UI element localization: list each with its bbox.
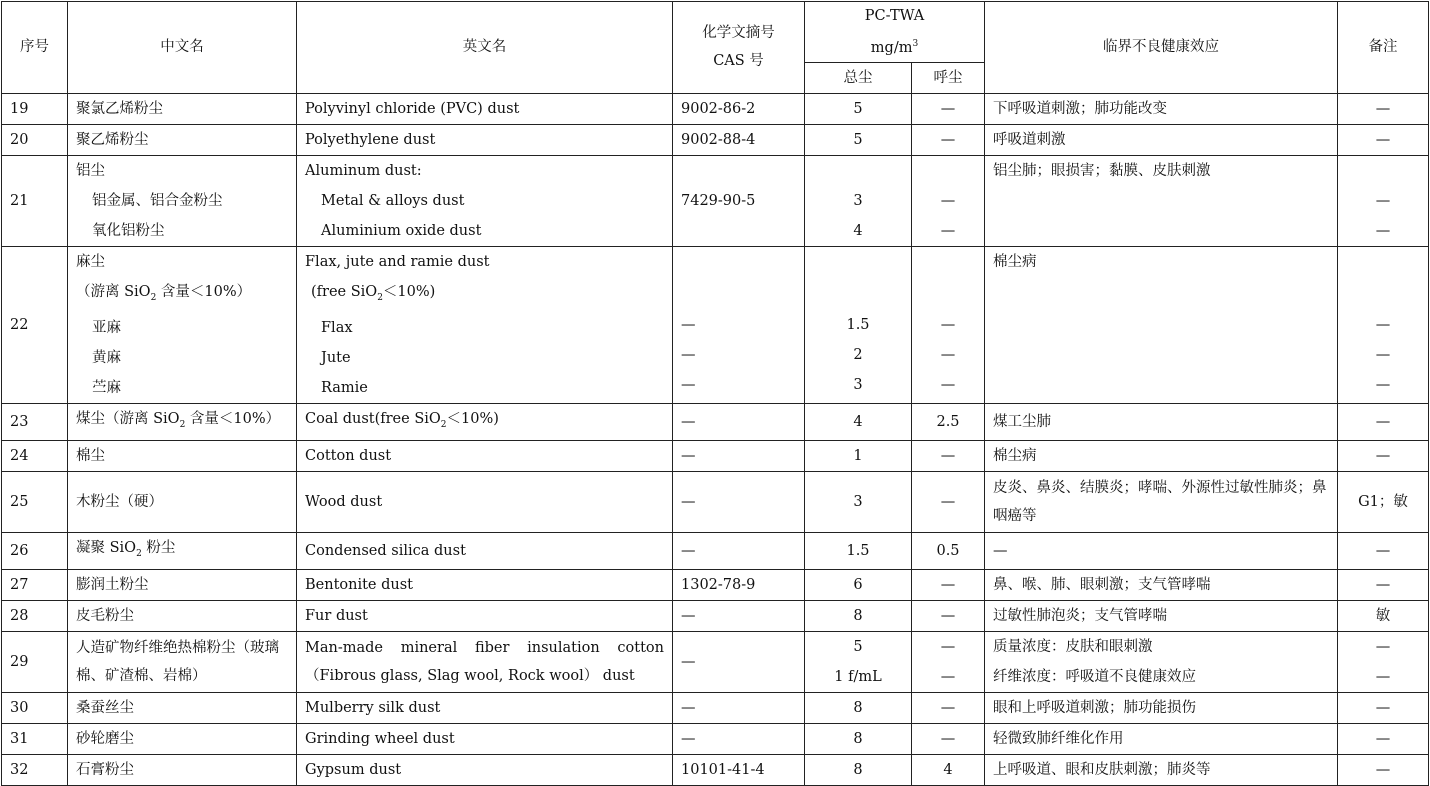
cell-cn-name: 聚乙烯粉尘 <box>68 124 297 155</box>
cell-en-name: Fur dust <box>297 600 673 631</box>
cell-note: — <box>1338 754 1429 785</box>
cell-note <box>1338 631 1429 692</box>
cell-no: 19 <box>2 93 68 124</box>
cell-resp: — <box>912 600 985 631</box>
table-row <box>2 692 1429 723</box>
cn-line: （游离 SiO$_2$ 含量＜10%） <box>76 283 252 303</box>
en-line: (free SiO$_2$＜10%) <box>311 283 436 303</box>
cell-effect: 呼吸道刺激 <box>985 124 1338 155</box>
cell-note: — <box>1338 692 1429 723</box>
cell-total: 1 <box>805 440 912 471</box>
value-line: — <box>940 376 956 393</box>
header-note: 备注 <box>1338 2 1429 94</box>
cell-total: 1.5 <box>805 532 912 569</box>
cell-resp: — <box>912 692 985 723</box>
value-line: 3 <box>853 192 863 209</box>
cell-cn-name: 木粉尘（硬） <box>68 471 297 532</box>
value-line: — <box>940 638 956 655</box>
cell-en-name: Cotton dust <box>297 440 673 471</box>
cell-en-name: Coal dust(free SiO$_2$＜10%) <box>297 403 673 440</box>
en-line: Flax, jute and ramie dust <box>305 253 490 270</box>
cell-no: 23 <box>2 403 68 440</box>
value-line: — <box>1375 316 1391 333</box>
header-cn-name: 中文名 <box>68 2 297 94</box>
value-line: 5 <box>853 638 863 655</box>
cell-resp: 2.5 <box>912 403 985 440</box>
cell-cas: — <box>673 440 805 471</box>
table-row <box>2 93 1429 124</box>
cell-en-name: Polyvinyl chloride (PVC) dust <box>297 93 673 124</box>
cell-resp <box>912 246 985 403</box>
cell-effect: 棉尘病 <box>985 246 1338 403</box>
table-row <box>2 246 1429 403</box>
table-row <box>2 124 1429 155</box>
header-cas <box>673 2 805 94</box>
cell-cas: 9002-88-4 <box>673 124 805 155</box>
value-line: — <box>1375 668 1391 685</box>
cell-cn-name: 砂轮磨尘 <box>68 723 297 754</box>
cell-cn-name: 桑蚕丝尘 <box>68 692 297 723</box>
value-line: — <box>1375 192 1391 209</box>
header-effect: 临界不良健康效应 <box>985 2 1338 94</box>
value-line: — <box>1375 222 1391 239</box>
cell-en-name <box>297 246 673 403</box>
cell-resp <box>912 631 985 692</box>
cell-cn-name: 凝聚 SiO$_2$ 粉尘 <box>68 532 297 569</box>
cell-total <box>805 246 912 403</box>
value-line: 4 <box>853 222 863 239</box>
header-pctwa-title: PC-TWA <box>864 8 925 24</box>
cell-resp: — <box>912 124 985 155</box>
cell-en-name: Grinding wheel dust <box>297 723 673 754</box>
cell-en-name: Gypsum dust <box>297 754 673 785</box>
value-line: — <box>1375 376 1391 393</box>
cell-resp: — <box>912 723 985 754</box>
header-cas-line1: 化学文摘号 <box>702 25 775 42</box>
cell-no: 24 <box>2 440 68 471</box>
effect-line: 质量浓度：皮肤和眼刺激 <box>993 638 1153 655</box>
cell-total: 8 <box>805 723 912 754</box>
cell-effect: 眼和上呼吸道刺激；肺功能损伤 <box>985 692 1338 723</box>
cell-resp: — <box>912 569 985 600</box>
cell-cas: — <box>673 631 805 692</box>
table-row <box>2 754 1429 785</box>
cell-total: 8 <box>805 754 912 785</box>
value-line: — <box>681 316 696 333</box>
cn-line: 亚麻 <box>92 319 121 336</box>
cell-note: — <box>1338 532 1429 569</box>
cell-cas: — <box>673 403 805 440</box>
cn-line: 黄麻 <box>92 349 121 366</box>
cell-note <box>1338 155 1429 246</box>
en-line: Aluminium oxide dust <box>321 222 482 239</box>
cell-total: 3 <box>805 471 912 532</box>
table-row <box>2 471 1429 532</box>
cell-resp: 4 <box>912 754 985 785</box>
cell-resp <box>912 155 985 246</box>
cell-no: 26 <box>2 532 68 569</box>
cell-total <box>805 631 912 692</box>
cell-total: 5 <box>805 124 912 155</box>
cell-cas: — <box>673 600 805 631</box>
cell-total: 8 <box>805 692 912 723</box>
cell-cas: — <box>673 723 805 754</box>
cell-total <box>805 155 912 246</box>
cell-effect: — <box>985 532 1338 569</box>
dust-limits-table <box>1 1 1429 786</box>
cn-line: 铝金属、铝合金粉尘 <box>92 192 223 209</box>
value-line: — <box>940 222 956 239</box>
en-line: Jute <box>321 349 351 366</box>
en-line: Ramie <box>321 379 368 396</box>
table-row <box>2 723 1429 754</box>
cell-effect: 煤工尘肺 <box>985 403 1338 440</box>
header-pctwa-unit: $mg/m^3$ <box>870 39 919 56</box>
cell-en-name: Mulberry silk dust <box>297 692 673 723</box>
header-cas-line2: CAS 号 <box>713 53 764 70</box>
cell-cn-name: 煤尘（游离 SiO$_2$ 含量＜10%） <box>68 403 297 440</box>
cell-effect <box>985 631 1338 692</box>
cell-en-name: Wood dust <box>297 471 673 532</box>
cn-line: 麻尘 <box>76 253 105 270</box>
value-line: — <box>681 346 696 363</box>
cell-cas: — <box>673 692 805 723</box>
value-line: — <box>681 376 696 393</box>
cell-cn-name: 棉尘 <box>68 440 297 471</box>
cell-effect: 棉尘病 <box>985 440 1338 471</box>
cell-resp: — <box>912 440 985 471</box>
value-line: — <box>940 316 956 333</box>
cell-no: 28 <box>2 600 68 631</box>
cell-no: 30 <box>2 692 68 723</box>
cell-cn-name <box>68 246 297 403</box>
value-line: — <box>1375 638 1391 655</box>
cell-cn-name: 皮毛粉尘 <box>68 600 297 631</box>
cell-note: — <box>1338 93 1429 124</box>
cell-note: — <box>1338 440 1429 471</box>
value-line: — <box>1375 346 1391 363</box>
en-line: Metal & alloys dust <box>321 192 465 209</box>
table-row <box>2 440 1429 471</box>
cell-note: G1；敏 <box>1338 471 1429 532</box>
cell-effect: 鼻、喉、肺、眼刺激；支气管哮喘 <box>985 569 1338 600</box>
table-row <box>2 631 1429 692</box>
cell-effect: 轻微致肺纤维化作用 <box>985 723 1338 754</box>
cn-line: 铝尘 <box>76 162 105 179</box>
cell-note: 敏 <box>1338 600 1429 631</box>
cell-total: 5 <box>805 93 912 124</box>
effect-line: 纤维浓度：呼吸道不良健康效应 <box>993 668 1196 685</box>
header-total-dust: 总尘 <box>805 62 912 93</box>
cell-cas: 1302-78-9 <box>673 569 805 600</box>
cell-en-name: Bentonite dust <box>297 569 673 600</box>
en-line: Flax <box>321 319 353 336</box>
en-line: Aluminum dust: <box>305 162 422 179</box>
cell-no: 31 <box>2 723 68 754</box>
cell-no: 32 <box>2 754 68 785</box>
cn-line: 苎麻 <box>92 379 121 396</box>
cell-cas: — <box>673 471 805 532</box>
cell-cn-name: 膨润土粉尘 <box>68 569 297 600</box>
cell-cn-name <box>68 155 297 246</box>
header-row <box>2 2 1429 63</box>
cell-cas <box>673 246 805 403</box>
value-line: 1 f/mL <box>834 668 882 685</box>
cell-effect: 下呼吸道刺激；肺功能改变 <box>985 93 1338 124</box>
cell-total: 4 <box>805 403 912 440</box>
cell-effect: 皮炎、鼻炎、结膜炎；哮喘、外源性过敏性肺炎；鼻咽癌等 <box>985 471 1338 532</box>
cn-line: 氧化铝粉尘 <box>92 222 165 239</box>
cell-en-name: Man-made mineral fiber insulation cotton（Fibrous glass, Slag wool, Rock wool） dust <box>297 631 673 692</box>
cell-note: — <box>1338 569 1429 600</box>
table-row <box>2 600 1429 631</box>
cell-effect: 上呼吸道、眼和皮肤刺激；肺炎等 <box>985 754 1338 785</box>
table-row <box>2 569 1429 600</box>
cell-cn-name: 人造矿物纤维绝热棉粉尘（玻璃棉、矿渣棉、岩棉） <box>68 631 297 692</box>
cell-cas: 9002-86-2 <box>673 93 805 124</box>
cell-note: — <box>1338 723 1429 754</box>
cell-effect: 铝尘肺；眼损害；黏膜、皮肤刺激 <box>985 155 1338 246</box>
header-pctwa <box>805 2 985 63</box>
table-row <box>2 403 1429 440</box>
cell-en-name: Polyethylene dust <box>297 124 673 155</box>
cell-resp: — <box>912 471 985 532</box>
cell-cn-name: 聚氯乙烯粉尘 <box>68 93 297 124</box>
cell-note: — <box>1338 124 1429 155</box>
cell-effect: 过敏性肺泡炎；支气管哮喘 <box>985 600 1338 631</box>
cell-cas: 7429-90-5 <box>673 155 805 246</box>
header-no: 序号 <box>2 2 68 94</box>
cell-total: 8 <box>805 600 912 631</box>
value-line: 3 <box>853 376 863 393</box>
cell-cn-name: 石膏粉尘 <box>68 754 297 785</box>
cell-cas: — <box>673 532 805 569</box>
cell-note: — <box>1338 403 1429 440</box>
cell-no: 29 <box>2 631 68 692</box>
value-line: — <box>940 192 956 209</box>
cell-cas: 10101-41-4 <box>673 754 805 785</box>
cell-no: 22 <box>2 246 68 403</box>
cell-no: 25 <box>2 471 68 532</box>
cell-no: 20 <box>2 124 68 155</box>
header-en-name: 英文名 <box>297 2 673 94</box>
table-row <box>2 155 1429 246</box>
value-line: — <box>940 668 956 685</box>
cell-en-name: Condensed silica dust <box>297 532 673 569</box>
cell-note <box>1338 246 1429 403</box>
cell-en-name <box>297 155 673 246</box>
cell-total: 6 <box>805 569 912 600</box>
cell-no: 27 <box>2 569 68 600</box>
cell-no: 21 <box>2 155 68 246</box>
cell-resp: 0.5 <box>912 532 985 569</box>
header-resp-dust: 呼尘 <box>912 62 985 93</box>
value-line: 1.5 <box>846 316 870 333</box>
table-row <box>2 532 1429 569</box>
value-line: — <box>940 346 956 363</box>
cell-resp: — <box>912 93 985 124</box>
value-line: 2 <box>853 346 863 363</box>
